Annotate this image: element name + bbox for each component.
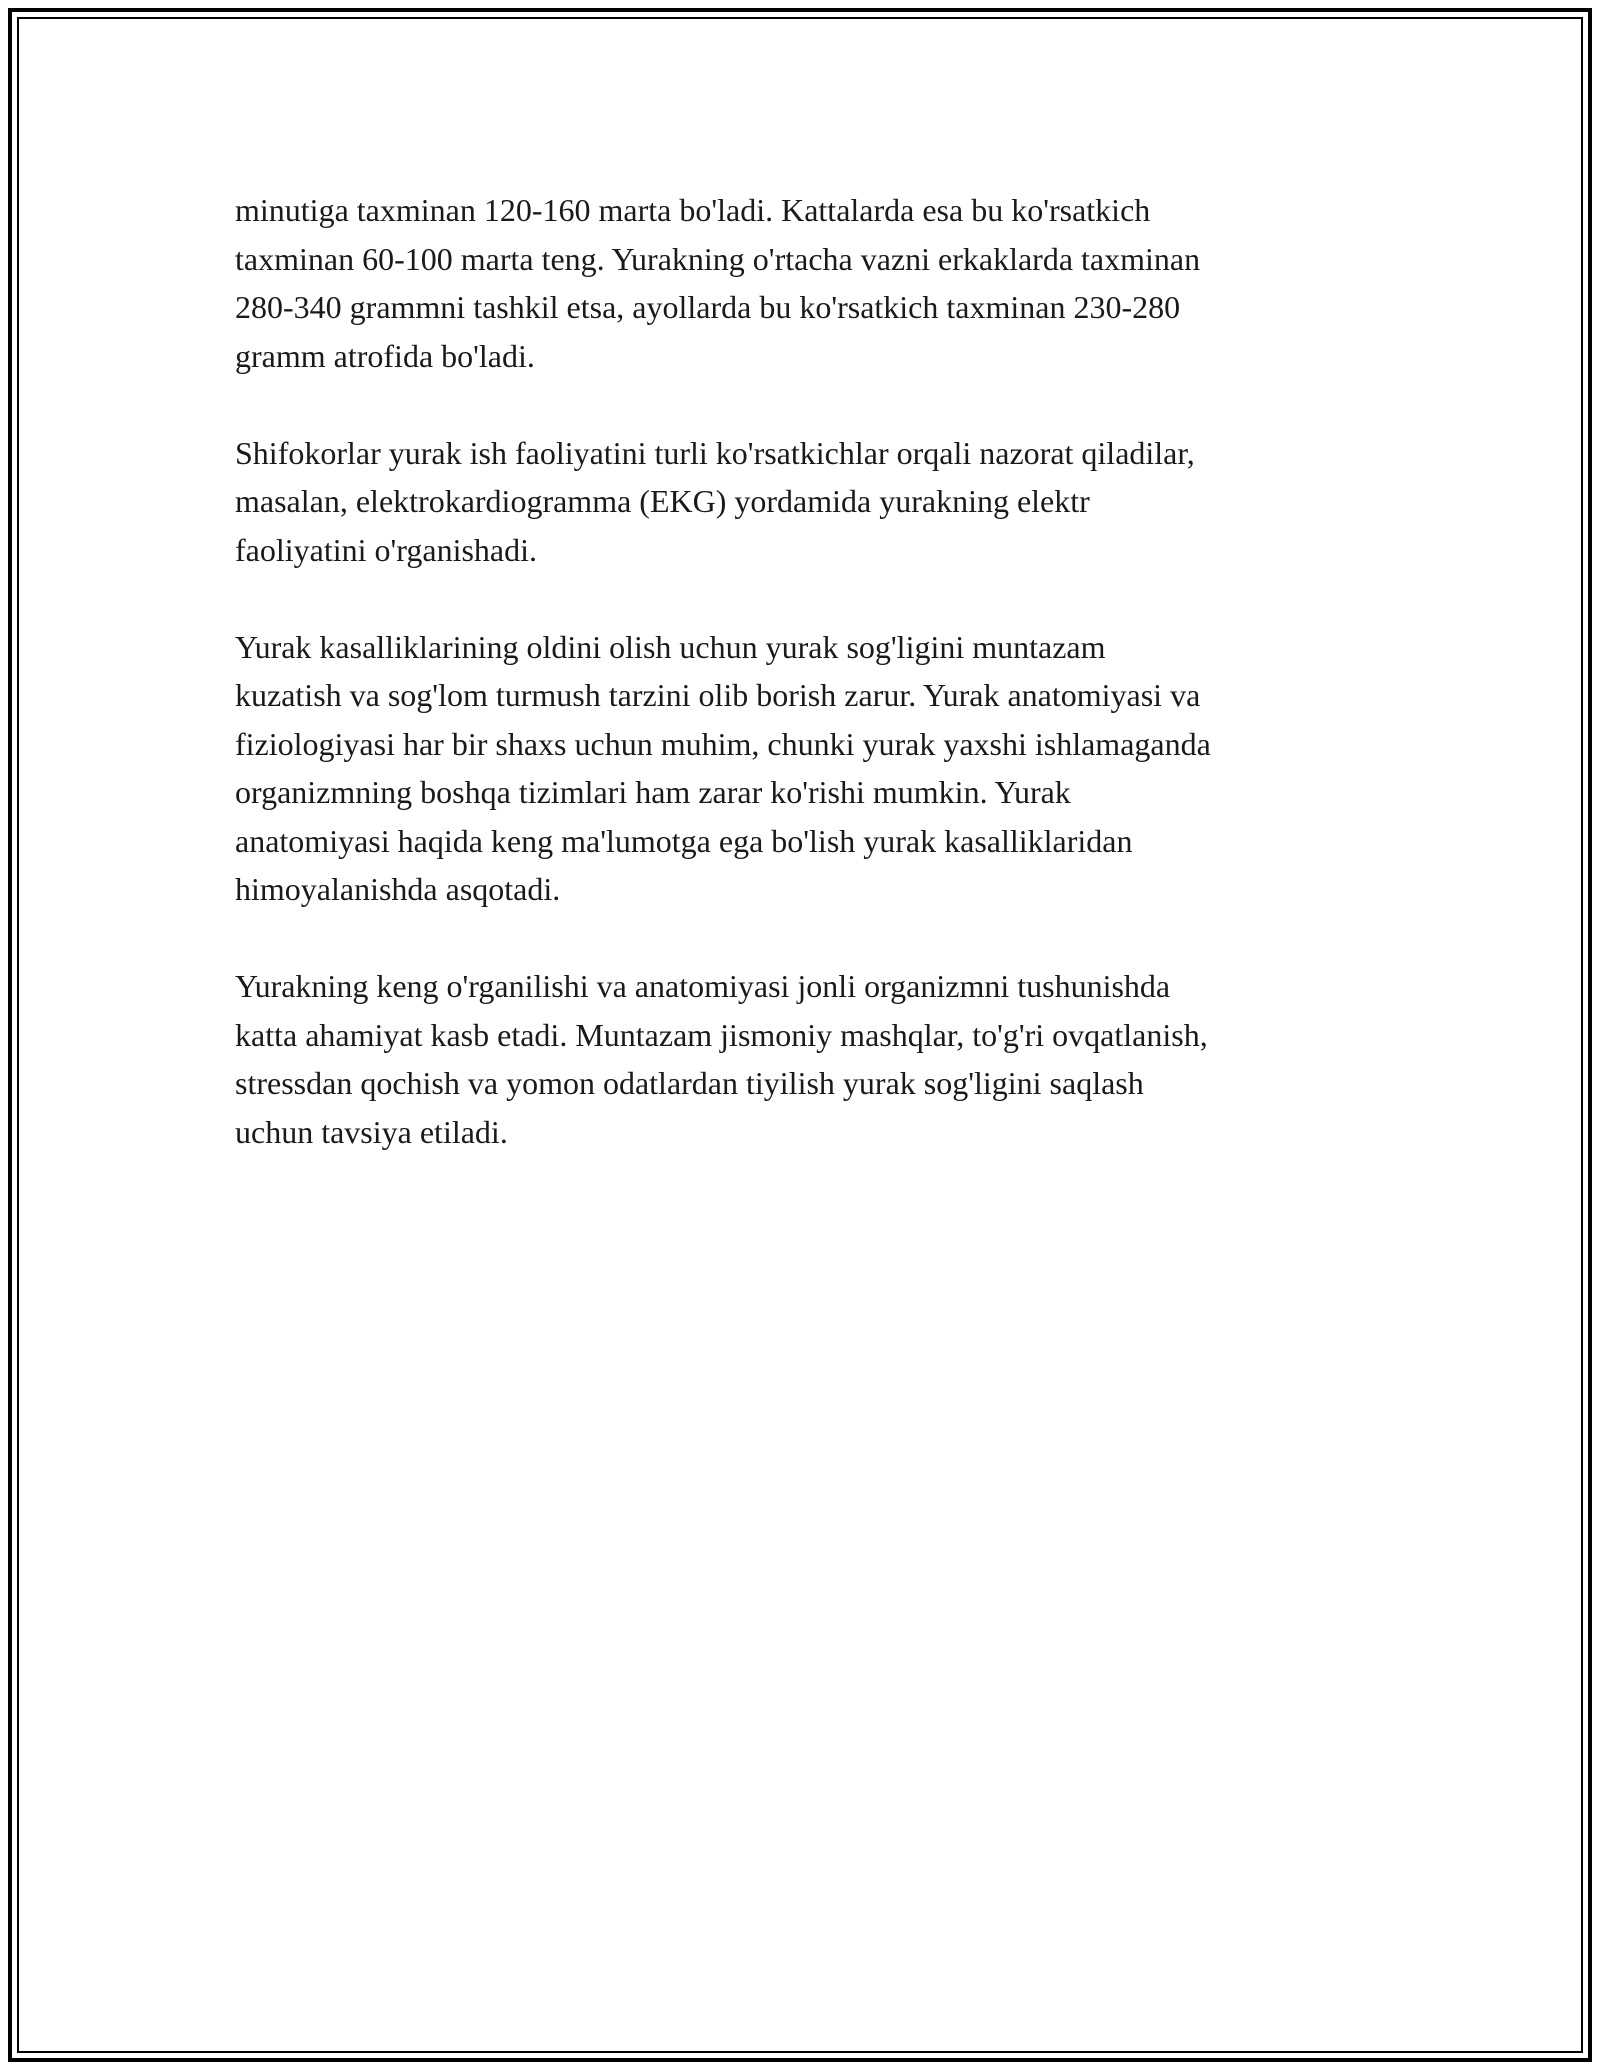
text-line: anatomiyasi haqida keng ma'lumotga ega bo'lish yurak kasalliklaridan: [235, 822, 1133, 859]
text-line: Shifokorlar yurak ish faoliyatini turli ko'rsatkichlar orqali nazorat qiladilar,: [235, 434, 1195, 471]
text-line: 280-340 grammni tashkil etsa, ayollarda bu ko'rsatkich taxminan 230-280: [235, 289, 1181, 325]
text-line: himoyalanishda asqotadi.: [235, 871, 561, 907]
document-body: [235, 186, 1365, 1205]
paragraph-1: [235, 186, 1365, 380]
text-line: fiziologiyasi har bir shaxs uchun muhim, chunki yurak yaxshi ishlamaganda: [235, 725, 1211, 762]
text-line: Yurak kasalliklarining oldini olish uchun yurak sog'ligini muntazam: [235, 628, 1106, 665]
paragraph-4: [235, 962, 1365, 1156]
text-line: organizmning boshqa tizimlari ham zarar ko'rishi mumkin. Yurak: [235, 774, 1071, 810]
text-line: taxminan 60-100 marta teng. Yurakning o'rtacha vazni erkaklarda taxminan: [235, 240, 1201, 277]
text-line: faoliyatini o'rganishadi.: [235, 531, 537, 568]
text-line: katta ahamiyat kasb etadi. Muntazam jismoniy mashqlar, to'g'ri ovqatlanish,: [235, 1016, 1208, 1053]
text-line: Yurakning keng o'rganilishi va anatomiyasi jonli organizmni tushunishda: [235, 968, 1171, 1004]
paragraph-3: [235, 623, 1365, 914]
text-line: minutiga taxminan 120-160 marta bo'ladi. Kattalarda esa bu ko'rsatkich: [235, 192, 1151, 228]
paragraph-2: [235, 429, 1365, 575]
text-line: uchun tavsiya etiladi.: [235, 1113, 508, 1150]
text-line: masalan, elektrokardiogramma (EKG) yordamida yurakning elektr: [235, 483, 1090, 519]
text-line: stressdan qochish va yomon odatlardan tiyilish yurak sog'ligini saqlash: [235, 1065, 1144, 1101]
text-line: kuzatish va sog'lom turmush tarzini olib borish zarur. Yurak anatomiyasi va: [235, 677, 1201, 713]
text-line: gramm atrofida bo'ladi.: [235, 337, 535, 374]
